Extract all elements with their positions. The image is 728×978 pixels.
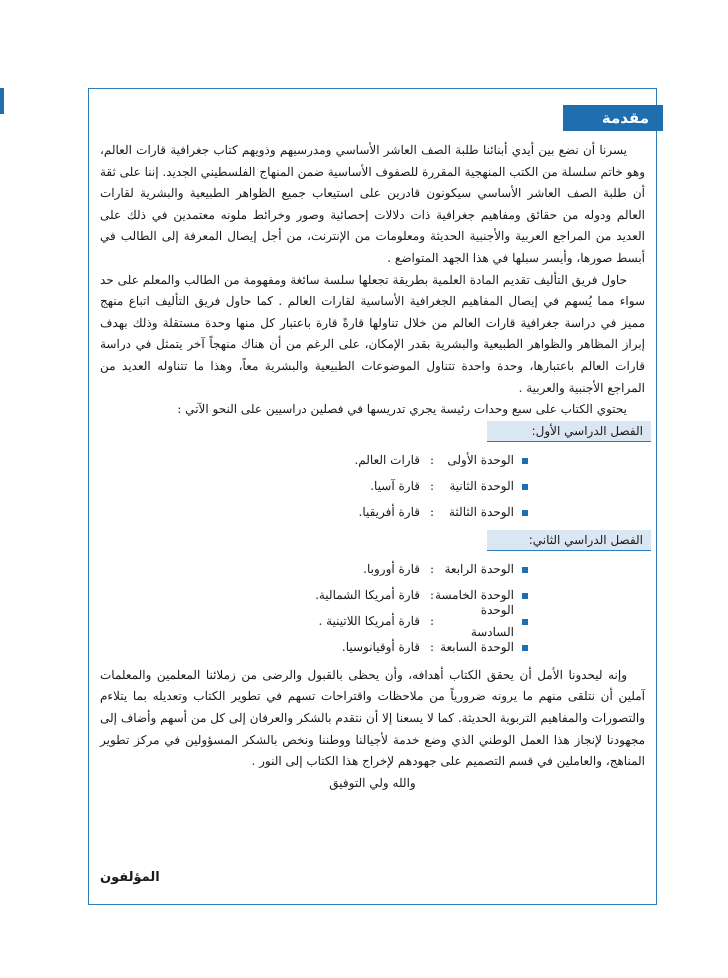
unit-name: الوحدة الخامسة xyxy=(435,587,514,602)
intro-paragraph-1: يسرنا أن نضع بين أيدي أبنائنا طلبة الصف العاشر الأساسي ومدرسيهم وذويهم كتاب جغرافية قارات العالم، وهو خاتم سلسلة من الكتب المنهجية المقررة للصفوف الأساسية ضمن المنهاج الفلسطيني الجديد. إننا على ثقة أن طلبة الصف العاشر الأساسي سيكونون قادرين على استيعاب جميع الظواهر الطبيعية والبشرية لقارات العالم ودوله من حقائق ومفاهيم جغرافية ذات دلالات إحصائية وصور وخرائط ملونه معتمدين في ذلك على العديد من المراجع العربية والأجنبية الحديثة ومعلومات من الإنترنت، من أجل إيصال المعرفة إلى الطالب في أبسط صورها، وأيسر سبلها في هذا الجهد المتواضع . xyxy=(100,143,645,265)
square-bullet-icon xyxy=(522,484,528,490)
signature: المؤلفون xyxy=(100,870,160,885)
square-bullet-icon xyxy=(522,458,528,464)
list-item xyxy=(100,635,651,661)
semester-2-label: الفصل الدراسي الثاني: xyxy=(487,530,651,551)
unit-topic: قارة أوقيانوسيا. xyxy=(341,639,420,654)
semester-2-units xyxy=(100,557,651,661)
list-item xyxy=(100,474,651,500)
list-item xyxy=(100,500,651,526)
square-bullet-icon xyxy=(522,567,528,573)
list-item xyxy=(100,603,651,639)
semester-1-units xyxy=(100,448,651,526)
closing-paragraph: وإنه ليحدونا الأمل أن يحقق الكتاب أهدافه، وأن يحظى بالقبول والرضى من زملائنا المعلمين والمعلمات آملين أن نتلقى منهم ما يرونه ضرورياً من ملاحظات واقتراحات تسهم في تطوير الكتاب وتعديله بما يتلاءم والتصورات والمفاهيم التربوية الحديثة. كما لا يسعنا إلا أن نتقدم بالشكر والعرفان إلى كل من أسهم وأضاف إلى مجهودنا لإنجاز هذا العمل الوطني الذي وضع خدمة لأجيالنا ووطننا ونخص بالشكر المسؤولين في مركز تطوير المناهج، والعاملين في قسم التصميم على جهودهم لإخراج هذا الكتاب إلى النور . xyxy=(100,667,645,769)
unit-name: الوحدة السادسة xyxy=(470,603,514,639)
square-bullet-icon xyxy=(522,619,528,625)
list-item xyxy=(100,448,651,474)
unit-separator: : xyxy=(429,587,434,602)
unit-topic: قارة أفريقيا. xyxy=(358,504,420,519)
unit-separator: : xyxy=(429,561,434,576)
unit-separator: : xyxy=(429,504,434,519)
intro-paragraph-3: يحتوي الكتاب على سبع وحدات رئيسة يجري تدريسها في فصلين دراسيين على النحو الآتي : xyxy=(177,402,627,417)
page-title: مقدمة xyxy=(563,105,663,131)
semester-1-label: الفصل الدراسي الأول: xyxy=(487,421,651,442)
unit-separator: : xyxy=(429,639,434,654)
list-item xyxy=(100,583,651,609)
unit-separator: : xyxy=(429,478,434,493)
closing-line: والله ولي التوفيق xyxy=(329,775,416,790)
page-edge-marker xyxy=(0,88,4,114)
content-body xyxy=(100,140,645,794)
unit-name: الوحدة الرابعة xyxy=(444,561,514,576)
unit-topic: قارة أوروبا. xyxy=(363,561,420,576)
unit-topic: قارة أمريكا اللاتينية . xyxy=(318,613,420,628)
unit-name: الوحدة الثانية xyxy=(449,478,514,493)
list-item xyxy=(100,557,651,583)
unit-topic: قارة آسيا. xyxy=(370,478,420,493)
unit-name: الوحدة الأولى xyxy=(447,452,514,467)
semester-1 xyxy=(100,421,651,526)
unit-separator: : xyxy=(429,452,434,467)
square-bullet-icon xyxy=(522,645,528,651)
square-bullet-icon xyxy=(522,510,528,516)
unit-separator: : xyxy=(429,613,434,628)
unit-name: الوحدة الثالثة xyxy=(449,504,514,519)
semester-2 xyxy=(100,530,651,661)
unit-topic: قارة أمريكا الشمالية. xyxy=(315,587,420,602)
intro-paragraph-2: حاول فريق التأليف تقديم المادة العلمية بطريقة تجعلها سلسة سائغة ومفهومة من الطالب والمعلم على حد سواء مما يُسهم في إيصال المفاهيم الجغرافية الأساسية لقارات العالم . كما حاول فريق التأليف اتباع منهج مميز في دراسة جغرافية قارات العالم من خلال تناولها قارةً قارة باعتبار كل منها وحدة مستقلة وذلك بهدف إبراز المظاهر والظواهر الطبيعية والبشرية بقدر الإمكان، على الرغم من أن هناك منهجاً آخر يتمثل في دراسة قارات العالم باعتبارها، وحدة واحدة تتناول الموضوعات الطبيعية والبشرية معاً، وهذا ما تتناوله العديد من المراجع الأجنبية والعربية . xyxy=(100,272,646,395)
square-bullet-icon xyxy=(522,593,528,599)
unit-name: الوحدة السابعة xyxy=(440,639,514,654)
unit-topic: قارات العالم. xyxy=(354,452,420,467)
